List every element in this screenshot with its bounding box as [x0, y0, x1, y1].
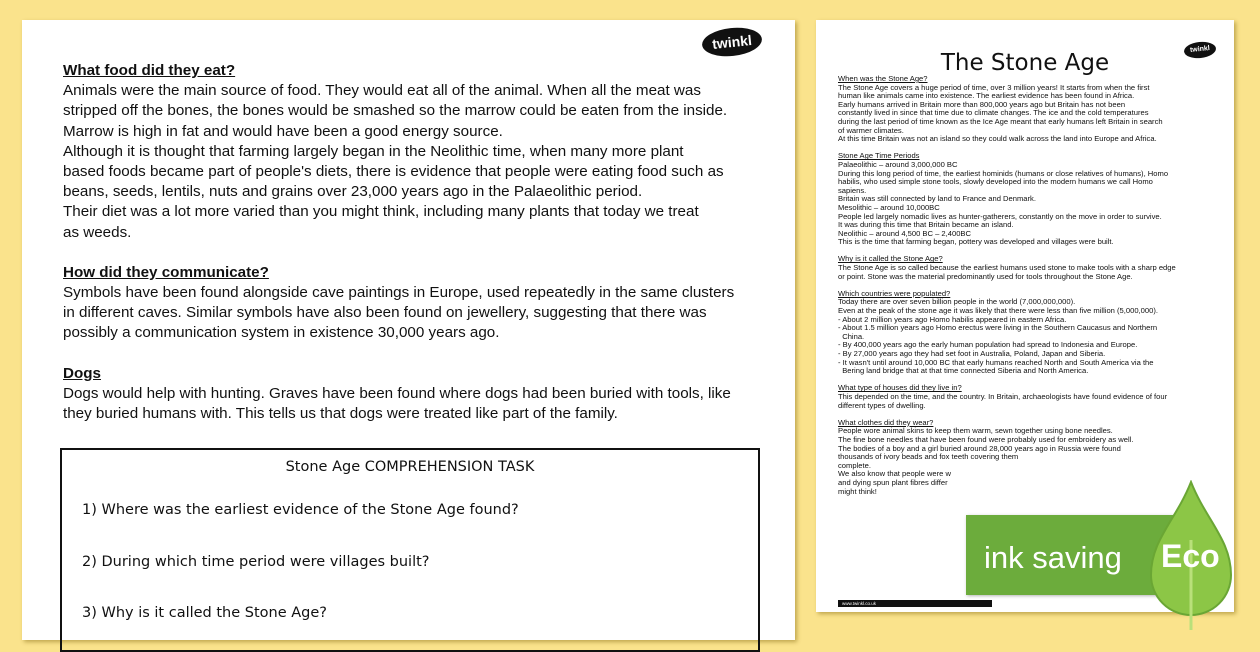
body-line: Early humans arrived in Britain more than 800,000 years ago but Britain has not been — [838, 99, 1126, 109]
body-line: - About 1.5 million years ago Homo erectus were living in the Southern Caucasus and Northern — [838, 323, 1158, 333]
page-title: The Stone Age — [940, 50, 1110, 76]
task-question: 2) During which time period were villages built? — [82, 554, 430, 570]
section-heading: Dogs — [63, 364, 101, 382]
section-heading: How did they communicate? — [63, 263, 269, 281]
body-line: constantly lived in since that time due to climate changes. The ice and the cold temperatures — [838, 108, 1149, 118]
body-line: during the last period of time known as the Ice Age meant that early humans left Britain in search — [838, 116, 1163, 126]
body-line: and dying spun plant fibres differ — [838, 477, 948, 487]
body-line: - It wasn't until around 10,000 BC that early humans reached North and South America via the — [838, 357, 1154, 367]
body-line: It was during this time that Britain became an island. — [838, 220, 1014, 230]
twinkl-logo: twinkl — [701, 25, 764, 59]
body-line: The bodies of a boy and a girl buried around 28,000 years ago in Russia were found — [838, 443, 1121, 453]
section-gap — [63, 243, 788, 263]
body-line: sapiens. — [838, 185, 867, 195]
section-heading: What clothes did they wear? — [838, 417, 934, 427]
section-heading: Why is it called the Stone Age? — [838, 254, 943, 264]
body-line: During this long period of time, the earliest hominids (humans or close relatives of humans), Homo — [838, 168, 1169, 178]
body-line: People led largely nomadic lives as hunter-gatherers, constantly on the move in order to survive. — [838, 211, 1162, 221]
section-gap — [63, 344, 788, 364]
section-heading: What food did they eat? — [63, 62, 236, 79]
body-line: Although it is thought that farming largely began in the Neolithic time, when many more plant — [63, 142, 684, 160]
footer-url: www.twinkl.co.uk — [838, 600, 992, 607]
body-line: - By 400,000 years ago the early human population had spread to Indonesia and Europe. — [838, 340, 1138, 350]
body-line: The Stone Age covers a huge period of time, over 3 million years! It starts from when the first — [838, 82, 1150, 92]
body-line: This is the time that farming began, pottery was developed and villages were built. — [838, 237, 1114, 247]
body-line: Dogs would help with hunting. Graves have been found where dogs had been buried with tools, like — [63, 384, 731, 402]
body-line: Today there are over seven billion people in the world (7,000,000,000). — [838, 297, 1076, 307]
body-line: based foods became part of people's diets, there is evidence that people were eating food such as — [63, 163, 724, 181]
worksheet-page-left — [22, 20, 795, 640]
body-line: habilis, who used simple stone tools, slowly developed into the modern humans we call Homo — [838, 177, 1153, 187]
body-line: different types of dwelling. — [838, 400, 926, 410]
body-line: possibly a communication system in existence 30,000 years ago. — [63, 324, 500, 342]
body-line: thousands of ivory beads and fox teeth covering them — [838, 452, 1019, 462]
comprehension-task-box — [60, 448, 760, 652]
body-line: Animals were the main source of food. They would eat all of the animal. When all the meat was — [63, 82, 701, 100]
task-question: 1) Where was the earliest evidence of the Stone Age found? — [82, 502, 519, 518]
body-line: Palaeolithic – around 3,000,000 BC — [838, 159, 958, 169]
body-line: Mesolithic – around 10,000BC — [838, 202, 940, 212]
body-line: Britain was still connected by land to France and Denmark. — [838, 194, 1036, 204]
body-line: The Stone Age is so called because the earliest humans used stone to make tools with a sharp edge — [838, 263, 1176, 273]
body-line: Symbols have been found alongside cave paintings in Europe, used repeatedly in the same clusters — [63, 284, 735, 302]
body-line: China. — [838, 331, 865, 341]
body-line: in different caves. Similar symbols have also been found on jewellery, suggesting that there was — [63, 304, 707, 322]
body-line: Even at the peak of the stone age it was likely that there were less than five million (5,000,000). — [838, 306, 1158, 316]
badge-label: ink saving — [984, 540, 1122, 575]
body-line: beans, seeds, lentils, nuts and grains over 23,000 years ago in the Palaeolithic period. — [63, 183, 643, 201]
body-line: Marrow is high in fat and would have been a good energy source. — [63, 122, 503, 140]
body-line: - About 2 million years ago Homo habilis appeared in eastern Africa. — [838, 314, 1067, 324]
badge-eco: Eco — [1161, 538, 1220, 574]
body-line: This depended on the time, and the country. In Britain, archaeologists have found evidence of four — [838, 391, 1168, 401]
right-page-content — [838, 75, 1223, 496]
section-heading: Which countries were populated? — [838, 288, 951, 298]
task-question: 3) Why is it called the Stone Age? — [82, 605, 327, 621]
body-line: Bering land bridge that at that time connected Siberia and North America. — [838, 366, 1089, 376]
left-page-content — [63, 61, 788, 424]
body-line: We also know that people were w — [838, 469, 951, 479]
section-heading: What type of houses did they live in? — [838, 383, 962, 393]
body-line: complete. — [838, 460, 871, 470]
body-line: of warmer climates. — [838, 125, 904, 135]
body-line: might think! — [838, 486, 877, 496]
body-line: At this time Britain was not an island so they could walk across the land into Europe and Africa. — [838, 134, 1157, 144]
body-line: The fine bone needles that have been found were probably used for embroidery as well. — [838, 434, 1134, 444]
body-line: People wore animal skins to keep them warm, sewn together using bone needles. — [838, 426, 1113, 436]
task-title: Stone Age COMPREHENSION TASK — [285, 459, 535, 475]
body-line: they buried humans with. This tells us that dogs were treated like part of the family. — [63, 405, 618, 423]
body-line: Neolithic – around 4,500 BC – 2,400BC — [838, 228, 971, 238]
section-heading: Stone Age Time Periods — [838, 151, 920, 161]
body-line: stripped off the bones, the bones would be smashed so the marrow could be eaten from the inside. — [63, 102, 728, 120]
body-line: or point. Stone was the material predominantly used for tools throughout the Stone Age. — [838, 271, 1133, 281]
section-heading: When was the Stone Age? — [838, 74, 928, 83]
body-line: - By 27,000 years ago they had set foot in Australia, Poland, Japan and Siberia. — [838, 349, 1106, 358]
body-line: Their diet was a lot more varied than you might think, including many plants that today we treat — [63, 203, 699, 221]
body-line: human like animals came into existence. The earliest evidence has been found in Africa. — [838, 91, 1135, 101]
body-line: as weeds. — [63, 223, 132, 241]
ink-saving-badge — [966, 480, 1236, 630]
twinkl-logo: twinkl — [1183, 40, 1216, 59]
